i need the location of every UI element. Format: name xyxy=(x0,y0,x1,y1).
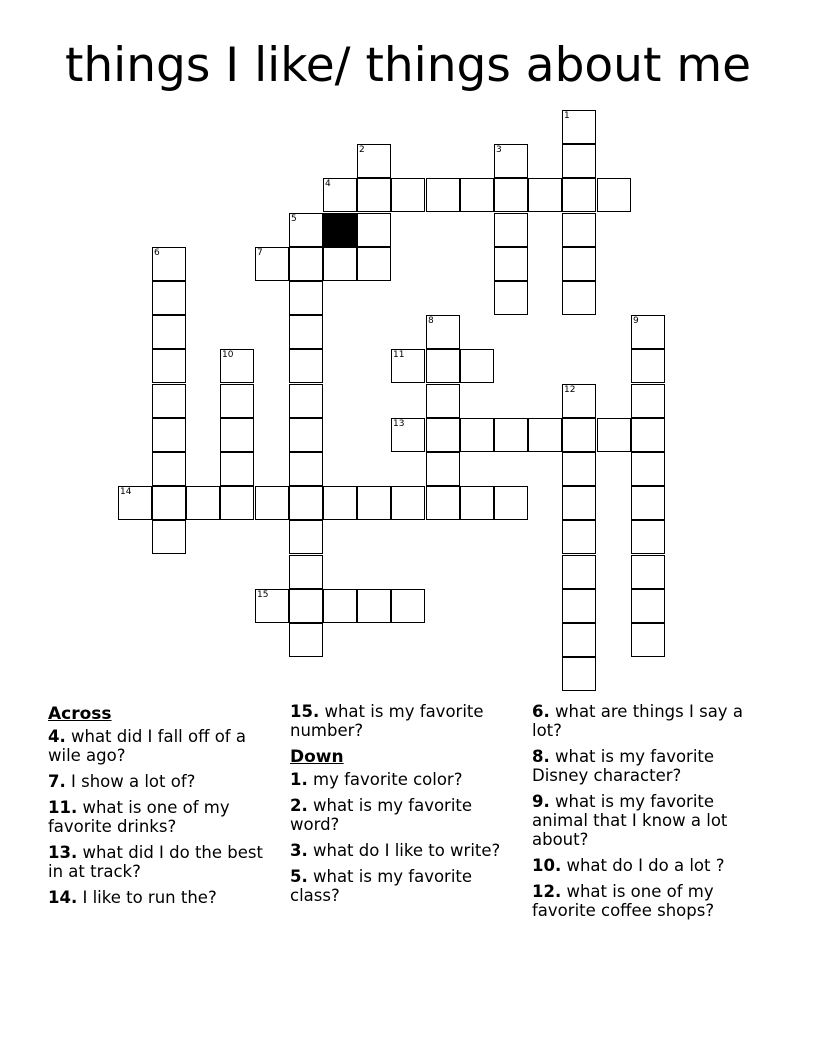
grid-cell[interactable] xyxy=(289,281,323,315)
clue-across-11 xyxy=(48,798,278,836)
grid-cell[interactable] xyxy=(357,178,391,212)
clue-across-15 xyxy=(290,702,520,740)
grid-cell[interactable] xyxy=(152,418,186,452)
grid-cell[interactable] xyxy=(562,384,596,418)
grid-cell[interactable] xyxy=(631,418,665,452)
cell-number: 7 xyxy=(257,248,263,258)
grid-cell[interactable] xyxy=(255,486,289,520)
grid-cell[interactable] xyxy=(391,589,425,623)
grid-cell[interactable] xyxy=(255,589,289,623)
grid-cell[interactable] xyxy=(562,144,596,178)
clue-column-1 xyxy=(48,702,278,914)
grid-cell[interactable] xyxy=(562,178,596,212)
cell-number: 4 xyxy=(325,179,331,189)
grid-cell[interactable] xyxy=(323,589,357,623)
grid-cell[interactable] xyxy=(152,384,186,418)
cell-number: 10 xyxy=(222,350,234,360)
grid-cell[interactable] xyxy=(460,486,494,520)
grid-cell[interactable] xyxy=(562,110,596,144)
cell-number: 8 xyxy=(428,316,434,326)
grid-cell[interactable] xyxy=(426,452,460,486)
clue-column-3 xyxy=(532,702,768,927)
cell-number: 3 xyxy=(496,145,502,155)
grid-cell[interactable] xyxy=(152,315,186,349)
grid-cell[interactable] xyxy=(289,418,323,452)
grid-cell[interactable] xyxy=(631,623,665,657)
grid-cell[interactable] xyxy=(426,384,460,418)
clue-text: what is my favorite word? xyxy=(290,796,473,834)
clue-down-10 xyxy=(532,856,768,875)
grid-cell[interactable] xyxy=(289,520,323,554)
clue-number: 13. xyxy=(48,843,78,862)
grid-cell[interactable] xyxy=(494,247,528,281)
grid-cell[interactable] xyxy=(528,178,562,212)
clue-number: 5. xyxy=(290,867,308,886)
grid-cell[interactable] xyxy=(289,486,323,520)
grid-cell[interactable] xyxy=(152,520,186,554)
grid-cell[interactable] xyxy=(357,486,391,520)
grid-cell[interactable] xyxy=(357,247,391,281)
clue-across-7 xyxy=(48,772,278,791)
clue-text: my favorite color? xyxy=(307,770,463,789)
clue-across-13 xyxy=(48,843,278,881)
cell-number: 5 xyxy=(291,214,297,224)
grid-cell[interactable] xyxy=(152,452,186,486)
grid-cell[interactable] xyxy=(631,384,665,418)
clue-text: I show a lot of? xyxy=(65,772,196,791)
grid-cell[interactable] xyxy=(426,178,460,212)
clue-number: 3. xyxy=(290,841,308,860)
grid-cell[interactable] xyxy=(494,178,528,212)
grid-cell[interactable] xyxy=(460,178,494,212)
clue-number: 1. xyxy=(290,770,308,789)
grid-cell[interactable] xyxy=(494,144,528,178)
clue-down-9 xyxy=(532,792,768,849)
down-heading: Down xyxy=(290,747,344,767)
grid-cell[interactable] xyxy=(494,213,528,247)
clue-text: what is my favorite animal that I know a lot about? xyxy=(532,792,728,849)
grid-cell[interactable] xyxy=(631,520,665,554)
clue-text: I like to run the? xyxy=(77,888,217,907)
clue-down-3 xyxy=(290,841,520,860)
clue-number: 4. xyxy=(48,727,66,746)
grid-cell[interactable] xyxy=(426,349,460,383)
grid-cell[interactable] xyxy=(220,418,254,452)
grid-cell[interactable] xyxy=(289,213,323,247)
grid-cell[interactable] xyxy=(289,555,323,589)
grid-cell[interactable] xyxy=(152,247,186,281)
grid-cell[interactable] xyxy=(631,555,665,589)
grid-cell[interactable] xyxy=(494,281,528,315)
clue-column-2 xyxy=(290,702,520,912)
grid-cell[interactable] xyxy=(562,247,596,281)
clue-number: 11. xyxy=(48,798,78,817)
grid-cell[interactable] xyxy=(597,418,631,452)
grid-cell[interactable] xyxy=(289,384,323,418)
puzzle-title: things I like/ things about me xyxy=(64,38,752,93)
grid-cell[interactable] xyxy=(562,520,596,554)
clue-text: what are things I say a lot? xyxy=(532,702,743,740)
clue-number: 10. xyxy=(532,856,562,875)
grid-cell[interactable] xyxy=(562,657,596,691)
grid-cell[interactable] xyxy=(220,452,254,486)
grid-cell[interactable] xyxy=(357,144,391,178)
clue-text: what is my favorite number? xyxy=(290,702,484,740)
grid-cell[interactable] xyxy=(255,247,289,281)
blocked-cell xyxy=(323,213,357,247)
grid-cell[interactable] xyxy=(391,486,425,520)
clue-text: what is my favorite Disney character? xyxy=(532,747,715,785)
clue-across-14 xyxy=(48,888,278,907)
grid-cell[interactable] xyxy=(426,315,460,349)
grid-cell[interactable] xyxy=(562,555,596,589)
grid-cell[interactable] xyxy=(289,247,323,281)
grid-cell[interactable] xyxy=(357,589,391,623)
grid-cell[interactable] xyxy=(562,486,596,520)
cell-number: 1 xyxy=(564,111,570,121)
grid-cell[interactable] xyxy=(391,349,425,383)
grid-cell[interactable] xyxy=(220,349,254,383)
grid-cell[interactable] xyxy=(118,486,152,520)
grid-cell[interactable] xyxy=(220,486,254,520)
clue-down-2 xyxy=(290,796,520,834)
grid-cell[interactable] xyxy=(562,589,596,623)
cell-number: 11 xyxy=(393,350,405,360)
grid-cell[interactable] xyxy=(323,247,357,281)
clue-down-6 xyxy=(532,702,768,740)
cell-number: 12 xyxy=(564,385,576,395)
grid-cell[interactable] xyxy=(631,452,665,486)
clue-number: 9. xyxy=(532,792,550,811)
grid-cell[interactable] xyxy=(460,349,494,383)
grid-cell[interactable] xyxy=(426,486,460,520)
grid-cell[interactable] xyxy=(597,178,631,212)
clue-down-8 xyxy=(532,747,768,785)
clue-text: what is one of my favorite drinks? xyxy=(48,798,230,836)
grid-cell[interactable] xyxy=(426,418,460,452)
grid-cell[interactable] xyxy=(357,213,391,247)
grid-cell[interactable] xyxy=(289,452,323,486)
clue-number: 6. xyxy=(532,702,550,721)
clue-text: what did I do the best in at track? xyxy=(48,843,263,881)
grid-cell[interactable] xyxy=(289,623,323,657)
grid-cell[interactable] xyxy=(323,486,357,520)
grid-cell[interactable] xyxy=(391,418,425,452)
grid-cell[interactable] xyxy=(494,486,528,520)
cell-number: 2 xyxy=(359,145,365,155)
grid-cell[interactable] xyxy=(562,418,596,452)
grid-cell[interactable] xyxy=(562,213,596,247)
grid-cell[interactable] xyxy=(289,589,323,623)
grid-cell[interactable] xyxy=(289,349,323,383)
cell-number: 14 xyxy=(120,487,132,497)
clue-text: what do I do a lot ? xyxy=(561,856,725,875)
grid-cell[interactable] xyxy=(152,349,186,383)
grid-cell[interactable] xyxy=(152,281,186,315)
clue-text: what did I fall off of a wile ago? xyxy=(48,727,246,765)
grid-cell[interactable] xyxy=(220,384,254,418)
clue-text: what do I like to write? xyxy=(307,841,501,860)
cell-number: 6 xyxy=(154,248,160,258)
cell-number: 9 xyxy=(633,316,639,326)
grid-cell[interactable] xyxy=(631,486,665,520)
grid-cell[interactable] xyxy=(186,486,220,520)
clue-number: 8. xyxy=(532,747,550,766)
grid-cell[interactable] xyxy=(528,418,562,452)
clue-down-5 xyxy=(290,867,520,905)
grid-cell[interactable] xyxy=(494,418,528,452)
clue-number: 2. xyxy=(290,796,308,815)
clue-down-12 xyxy=(532,882,768,920)
grid-cell[interactable] xyxy=(152,486,186,520)
grid-cell[interactable] xyxy=(562,452,596,486)
grid-cell[interactable] xyxy=(460,418,494,452)
clue-text: what is one of my favorite coffee shops? xyxy=(532,882,715,920)
cell-number: 13 xyxy=(393,419,405,429)
clue-text: what is my favorite class? xyxy=(290,867,473,905)
grid-cell[interactable] xyxy=(391,178,425,212)
grid-cell[interactable] xyxy=(323,178,357,212)
grid-cell[interactable] xyxy=(631,349,665,383)
clue-across-4 xyxy=(48,727,278,765)
grid-cell[interactable] xyxy=(631,589,665,623)
cell-number: 15 xyxy=(257,590,269,600)
clue-down-1 xyxy=(290,770,520,789)
clue-number: 7. xyxy=(48,772,66,791)
grid-cell[interactable] xyxy=(289,315,323,349)
grid-cell[interactable] xyxy=(631,315,665,349)
across-heading: Across xyxy=(48,704,112,724)
clue-number: 12. xyxy=(532,882,562,901)
clue-number: 14. xyxy=(48,888,78,907)
clue-number: 15. xyxy=(290,702,320,721)
grid-cell[interactable] xyxy=(562,281,596,315)
grid-cell[interactable] xyxy=(562,623,596,657)
